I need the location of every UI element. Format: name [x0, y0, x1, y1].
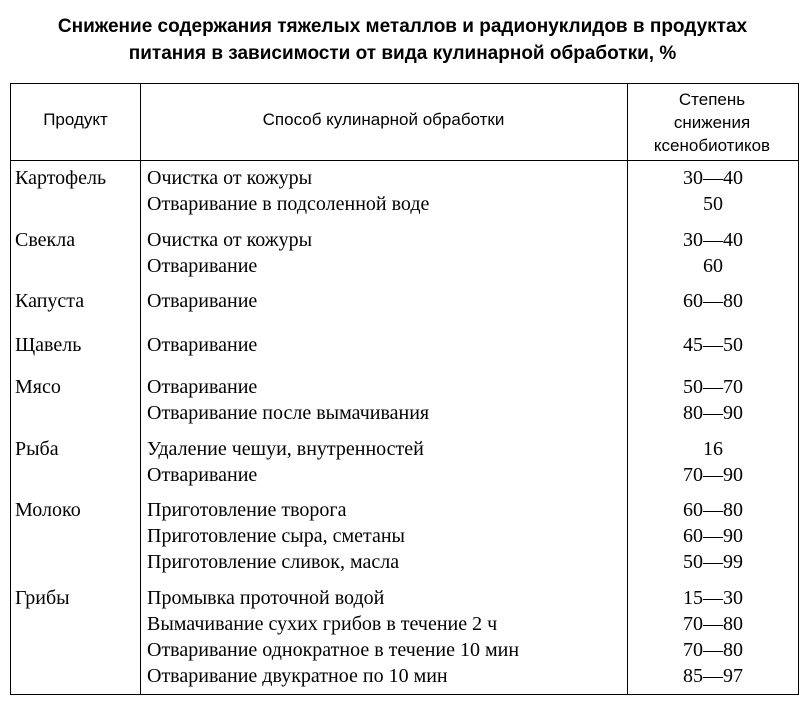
method-cell: Приготовление сливок, масла [147, 551, 400, 573]
value-cell: 70—80 [683, 639, 743, 661]
value-cell: 30—40 [683, 229, 743, 251]
method-cell: Очистка от кожуры [147, 167, 313, 189]
product-cell: Капуста [15, 290, 85, 312]
method-cell: Отваривание после вымачивания [147, 402, 430, 424]
title-line-1: Снижение содержания тяжелых металлов и радионуклидов в продуктах [57, 16, 748, 37]
value-cell: 70—90 [683, 464, 743, 486]
product-cell: Рыба [15, 438, 59, 460]
table-title [0, 13, 805, 67]
value-cell: 16 [703, 438, 723, 460]
value-cell: 80—90 [683, 402, 743, 424]
method-cell: Приготовление сыра, сметаны [147, 525, 405, 547]
method-cell: Отваривание [147, 376, 258, 398]
method-cell: Отваривание [147, 334, 258, 356]
value-cell: 60—80 [683, 499, 743, 521]
value-cell: 45—50 [683, 334, 743, 356]
method-cell: Отваривание [147, 255, 258, 277]
method-cell: Отваривание в подсоленной воде [147, 193, 430, 215]
data-table [10, 83, 799, 695]
header-product: Продукт [43, 110, 108, 129]
header-degree: Степень снижения ксенобиотиков [653, 90, 771, 155]
value-cell: 50—70 [683, 376, 743, 398]
method-cell: Отваривание однократное в течение 10 мин [147, 639, 520, 661]
value-cell: 15—30 [683, 587, 743, 609]
header-method: Способ кулинарной обработки [262, 110, 505, 129]
value-cell: 70—80 [683, 613, 743, 635]
value-cell: 30—40 [683, 167, 743, 189]
column-divider [627, 84, 628, 694]
title-line-2: питания в зависимости от вида кулинарной обработки, % [128, 43, 677, 64]
product-cell: Свекла [15, 229, 76, 251]
value-cell: 85—97 [683, 665, 743, 687]
product-cell: Щавель [15, 334, 82, 356]
product-cell: Грибы [15, 587, 70, 609]
method-cell: Промывка проточной водой [147, 587, 385, 609]
value-cell: 50 [703, 193, 723, 215]
method-cell: Отваривание [147, 464, 258, 486]
column-divider [140, 84, 141, 694]
method-cell: Приготовление творога [147, 499, 347, 521]
method-cell: Удаление чешуи, внутренностей [147, 438, 424, 460]
method-cell: Отваривание двукратное по 10 мин [147, 665, 448, 687]
value-cell: 60—80 [683, 290, 743, 312]
product-cell: Мясо [15, 376, 61, 398]
method-cell: Отваривание [147, 290, 258, 312]
method-cell: Очистка от кожуры [147, 229, 313, 251]
product-cell: Молоко [15, 499, 81, 521]
method-cell: Вымачивание сухих грибов в течение 2 ч [147, 613, 498, 635]
product-cell: Картофель [15, 167, 107, 189]
header-divider [11, 160, 798, 161]
value-cell: 50—99 [683, 551, 743, 573]
value-cell: 60—90 [683, 525, 743, 547]
value-cell: 60 [703, 255, 723, 277]
